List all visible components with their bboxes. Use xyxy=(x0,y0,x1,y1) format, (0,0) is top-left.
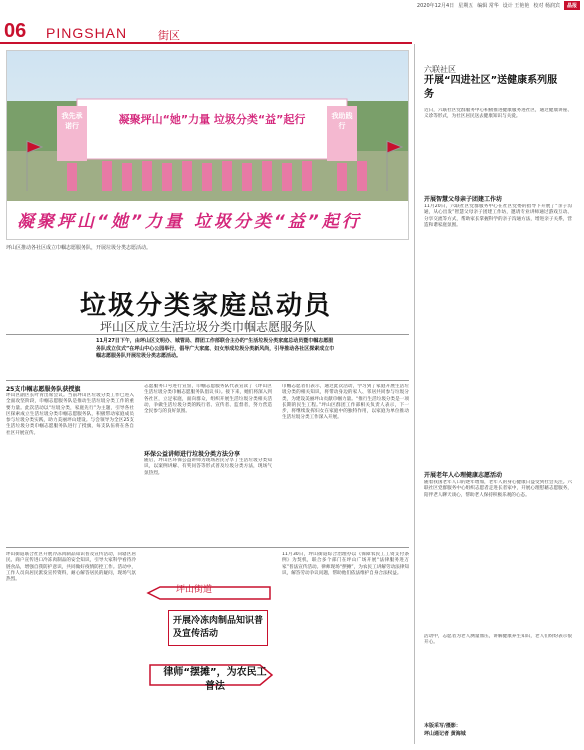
headline: 垃圾分类家庭总动员 xyxy=(80,291,333,321)
sidebar-text-2: 随着我国老年人口的逐年增加，老年人的身心健康日益受到社会关注。六联社区党群服务中心组织志愿者走进长者家中，开展心理慰藉志愿服务，陪伴老人聊天谈心，帮助老人保持积极乐观的心态。 xyxy=(424,480,572,498)
designer-credit: 设计 王艳艳 xyxy=(502,3,530,9)
banner-bottom: 凝聚坪山“她”力量 垃圾分类“益”起行 xyxy=(17,212,362,232)
lead-paragraph: 11月27日下午，由坪山区文明办、城管局、群团工作部联合主办的“生活垃圾分类家庭总动员暨巾帼志愿服务队成立仪式”在坪山中心公园举行，倡导广大家庭、妇女形成垃圾分类新风尚，引导推动各社区探索成立巾帼志愿服务队开展垃圾分类志愿活动。 xyxy=(96,338,335,359)
masthead xyxy=(0,0,584,11)
event-photo xyxy=(6,50,409,240)
sidebar-title: 开展“四进社区”送健康系列服务 xyxy=(424,75,558,100)
header-rule xyxy=(0,42,412,44)
sidebar-text-1: 11月20日，六联社区党群服务中心在社区党委的指导下开展了“亲子沟通，从心出发”智慧父母亲子团建工作坊，邀请专业讲师通过游戏互动、分享交流等方式，帮助家长掌握科学的亲子沟通方法，增进亲子关系，营造和谐家庭氛围。 xyxy=(424,204,572,228)
sidebar-kicker: 六联社区 xyxy=(424,65,456,74)
article-column-3 xyxy=(282,384,409,544)
divider xyxy=(6,547,409,548)
sidebar-text-3: 活动中，志愿者为老人测量血压，讲解健康养生知识，老人们纷纷表示很开心。 xyxy=(424,634,572,646)
credit-label: 本版采写/摄影： xyxy=(424,723,461,729)
headline-box-1: 开展冷冻肉制品知识普及宣传活动 xyxy=(168,610,268,646)
sidebar-divider xyxy=(414,44,415,744)
newspaper-logo: 晶报 xyxy=(564,1,580,10)
column-text: 巾帼志愿者们表示，通过此次活动，学习到了家庭开展生活垃圾分类的相关知识，将带动身边的家人、邻居共同参与垃圾分类，为建设美丽坪山贡献巾帼力量。“推行生活垃圾分类是一项长期的民生工程。”坪山区群团工作部相关负责人表示，下一步，将继续发挥妇女在家庭中的独特作用，以家庭为单位推动生活垃圾分类工作深入开展。 xyxy=(282,384,409,421)
column-text: 随后，坪山区环保公益讲师为现场居民分享了生活垃圾分类知识，以案例讲解、有奖问答等形式普及垃圾分类方法，现场气氛热烈。 xyxy=(144,458,272,476)
credit-names: 坪山通记者 黄海城 xyxy=(424,731,466,737)
sidebar-heading-1: 开展智慧父母亲子团建工作坊 xyxy=(424,196,503,203)
divider xyxy=(6,334,409,335)
proofreader-credit: 校对 杨润宾 xyxy=(533,3,560,9)
divider xyxy=(6,380,409,381)
article-column-2 xyxy=(144,384,272,544)
section-district: 街区 xyxy=(158,29,180,42)
column-heading: 环保公益讲师进行垃圾分类方法分享 xyxy=(144,451,241,458)
photo-caption: 坪山区推动各社区成立巾帼志愿服务队，开展垃圾分类志愿活动。 xyxy=(6,245,152,251)
issue-date: 2020年12月4日 xyxy=(416,3,455,9)
right-board: 我助践行 xyxy=(331,112,353,130)
issue-weekday: 星期五 xyxy=(458,3,474,9)
headline-box-2: 律师“摆摊”，为农民工普法 xyxy=(163,667,267,692)
sidebar-heading-2: 开展老年人心理健康志愿活动 xyxy=(424,472,503,479)
editor-credit: 编辑 常华 xyxy=(477,3,499,9)
left-board: 我先承诺行 xyxy=(61,112,83,130)
subheadline: 坪山区成立生活垃圾分类巾帼志愿服务队 xyxy=(100,320,317,334)
article-column-1 xyxy=(6,384,134,544)
column-text: 坪山区副区长叶青出席会议。当前坪山区垃圾分类工作已进入全面攻坚阶段，巾帼志愿服务队是推动生活垃圾分类工作的重要力量。此次活动以“垃圾分类，家庭先行”为主题，引导各社区探索成立生活垃圾分类巾帼志愿服务队，积极带动家庭成员参与垃圾分类实践，助力美丽坪山建设。与会领导为全区25支生活垃圾分类巾帼志愿服务队进行了授旗，每支队伍将在各自社区开展宣传。 xyxy=(6,393,134,436)
page-number: 06 xyxy=(4,20,27,42)
banner-main: 凝聚坪山“她”力量 垃圾分类“益”起行 xyxy=(118,113,306,126)
column-text: 志愿服务口号进行宣誓，巾帼志愿服务队代表宣读了《坪山区生活垃圾分类巾帼志愿服务队倡议书》。接下来，她们将深入到各社区，立足家庭，面向群众，组织开展生活垃圾分类相关活动，争做生活垃圾分类的践行者、宣传者、监督者，努力营造全民参与的良好氛围。 xyxy=(144,384,272,415)
lower-right-text: 11月30日，坪山街道综合治理办以《保障农民工工资支付条例》为契机，联合多个部门在坪山广场开展“法律服务进万家”普法宣传活动。律师现场“摆摊”，为农民工讲解劳动法律知识，解答劳动争议问题，帮助他们依法维护自身合法权益。 xyxy=(282,552,409,576)
lower-left-text: 坪山街道联合社区开展冷冻肉制品知识普及宣传活动，向辖区居民、商户宣传进口冷冻肉制品的安全知识，引导大家科学看待冷链食品，增强自我防护意识，共同做好疫情防控工作。活动中，工作人员向居民派发宣传资料，耐心解答居民的疑问，现场气氛热烈。 xyxy=(6,552,136,583)
section-name: PINGSHAN xyxy=(46,25,128,41)
street-tag: 坪山街道 xyxy=(176,585,213,595)
sidebar-intro: 近日，六联社区党群服务中心积极推进健康服务进社区，通过健康讲座、义诊等形式，为社区居民送去健康知识与关爱。 xyxy=(424,108,572,120)
column-heading: 25支巾帼志愿服务队获授旗 xyxy=(6,386,81,393)
